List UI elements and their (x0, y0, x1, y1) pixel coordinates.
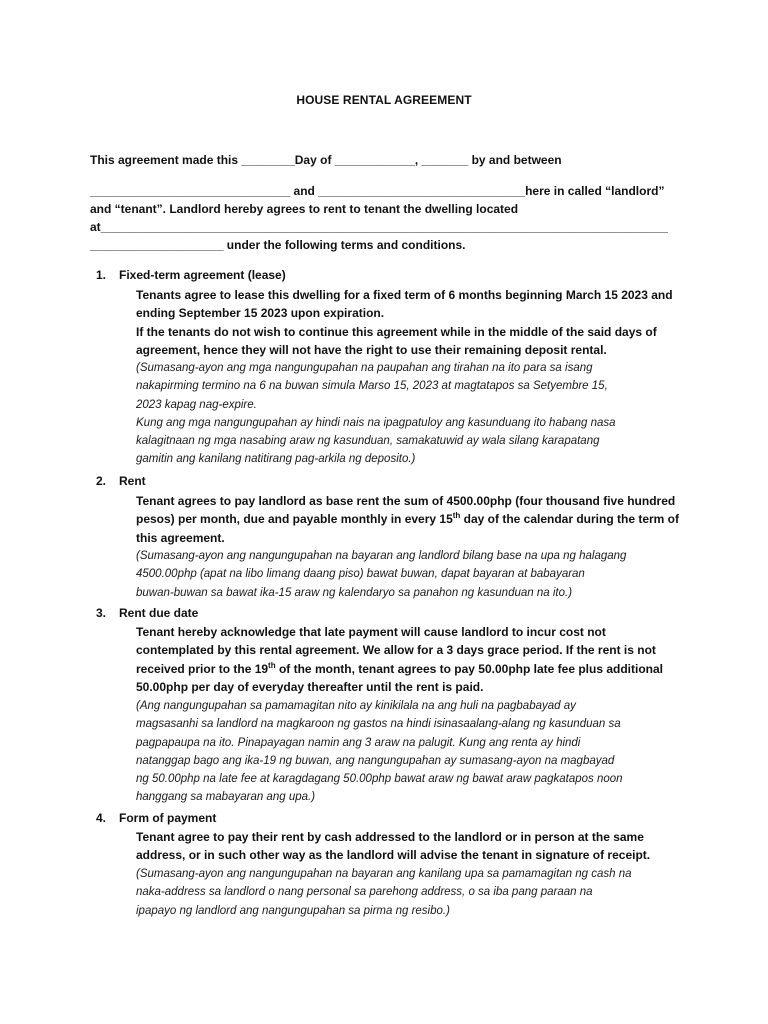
text-line: pagpapaupa na ito. Pinapayagan namin ang 3 araw na palugit. Kung ang renta ay hindi (136, 736, 581, 749)
intro-line: at_____________________________________________________________________________________ (90, 220, 668, 234)
text-line: ng 50.00php na late fee at karagdagang 50.00php bawat araw ng bawat araw pagkatapos noon (136, 773, 623, 786)
text-line: (Sumasang-ayon ang mga nangungupahan na paupahan ang tirahan na ito para sa isang (136, 362, 593, 374)
text-line: Tenant agrees to pay landlord as base rent the sum of 4500.00php (four thousand five hundred (136, 494, 676, 508)
text-line: 4500.00php (apat na libo limang daang piso) bawat buwan, dapat bayaran at babayaran (136, 568, 585, 581)
text-line: buwan-buwan sa bawat ika-15 araw ng kalendaryo sa panahon ng kasunduan na ito.) (136, 586, 573, 599)
section-heading: Form of payment (119, 811, 217, 825)
text-part: of the month, tenant agrees to pay 50.00php late fee plus additional (275, 661, 664, 676)
section-english-text (136, 828, 681, 865)
text-part: pesos) per month, due and payable monthly in every 15 (136, 512, 453, 527)
text-line: magsasanhi sa landlord na magkaroon ng gastos na hindi isinasaalang-alang ng kasunduan sa (136, 718, 621, 731)
text-line (136, 660, 681, 678)
text-line: (Sumasang-ayon ang nangungupahan na bayaran ang landlord bilang base na upa ng halagang (136, 550, 627, 562)
text-line: hanggang sa mabayaran ang upa.) (136, 791, 316, 804)
superscript: th (452, 511, 461, 521)
intro-line: ____________________ under the following terms and conditions. (90, 238, 466, 252)
text-line: Tenant agree to pay their rent by cash addressed to the landlord or in person at the same (136, 830, 644, 844)
section-english-text (136, 623, 681, 696)
text-line: ipapayo ng landlord ang nangungupahan sa pirma ng resibo.) (136, 904, 450, 917)
text-line: 50.00php per day of everyday thereafter until the rent is paid. (136, 679, 484, 694)
section-tagalog-text (136, 547, 684, 602)
section-number: 1. (96, 268, 107, 282)
text-line: Tenant hereby acknowledge that late payment will cause landlord to incur cost not (136, 625, 606, 639)
intro-line: and “tenant”. Landlord hereby agrees to rent to tenant the dwelling located (90, 202, 519, 216)
section-heading: Rent (119, 474, 146, 488)
section-heading: Rent due date (119, 606, 199, 620)
superscript: th (268, 660, 276, 670)
intro-line: ______________________________ and _______________________________here in called “landlord” (90, 184, 665, 198)
text-line: agreement, hence they will not have the right to use their remaining deposit rental. (136, 342, 607, 357)
section-number: 4. (96, 811, 107, 825)
text-part: received prior to the 19 (136, 661, 269, 676)
text-line: nakapirming termino na 6 na buwan simula Marso 15, 2023 at magtatapos sa Setyembre 15, (136, 380, 608, 393)
text-line: (Ang nangungupahan sa pamamagitan nito ay kinikilala na ang huli na pagbabayad ay (136, 700, 576, 712)
text-line: natanggap bago ang ika-19 ng buwan, ang nangungupahan ay sumasang-ayon na magbayad (136, 754, 615, 767)
text-line (136, 510, 681, 528)
text-line: gamitin ang kanilang natitirang pag-arkila ng deposito.) (136, 453, 416, 466)
text-line: Kung ang mga nangungupahan ay hindi nais na ipagpatuloy ang kasunduang ito habang nasa (136, 416, 616, 429)
text-line: 2023 kapag nag-expire. (136, 398, 257, 411)
text-line: address, or in such other way as the landlord will advise the tenant in signature of receipt. (136, 848, 651, 863)
text-line: contemplated by this rental agreement. We allow for a 3 days grace period. If the rent is not (136, 643, 656, 658)
intro-line: This agreement made this ________Day of ____________, _______ by and between (90, 153, 562, 167)
section-number: 2. (96, 474, 107, 488)
section-heading: Fixed-term agreement (lease) (119, 268, 286, 282)
text-line: ending September 15 2023 upon expiration. (136, 306, 385, 321)
section-english-text (136, 492, 681, 547)
section-number: 3. (96, 606, 107, 620)
text-line: If the tenants do not wish to continue this agreement while in the middle of the said days of (136, 324, 657, 339)
document-title: HOUSE RENTAL AGREEMENT (296, 93, 472, 107)
section-tagalog-text (136, 865, 684, 920)
section-english-text (136, 286, 681, 359)
section-tagalog-text (136, 697, 684, 807)
text-part: day of the calendar during the term of (460, 512, 680, 527)
text-line: this agreement. (136, 530, 225, 545)
section-tagalog-text (136, 359, 684, 469)
text-line: Tenants agree to lease this dwelling for a fixed term of 6 months beginning March 15 2023 and (136, 288, 673, 302)
text-line: kalagitnaan ng mga nasabing araw ng kasunduan, samakatuwid ay wala silang karapatang (136, 435, 600, 448)
text-line: naka-address sa landlord o nang personal sa parehong address, o sa iba pang paraan na (136, 886, 593, 899)
text-line: (Sumasang-ayon ang nangungupahan na bayaran ang kanilang upa sa pamamagitan ng cash na (136, 868, 632, 880)
